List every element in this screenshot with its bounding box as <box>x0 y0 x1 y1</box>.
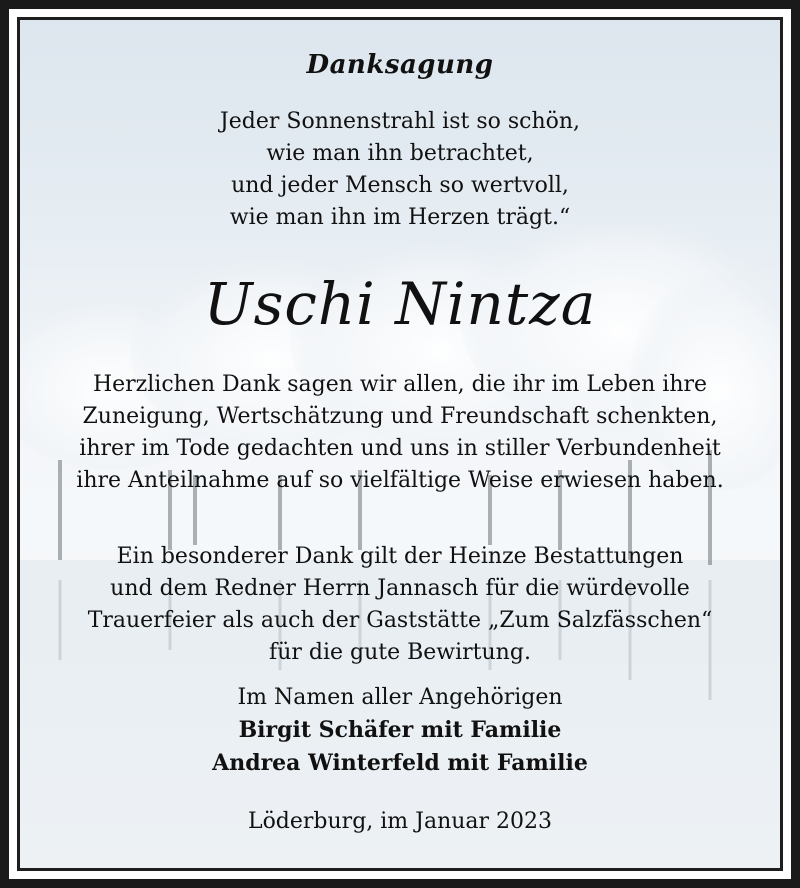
notice-content <box>20 20 780 868</box>
paragraph-line: und dem Redner Herrn Jannasch für die würdevolle <box>110 576 690 601</box>
paragraph-line: Zuneigung, Wertschätzung und Freundschaft schenkten, <box>82 404 718 429</box>
poem-line: und jeder Mensch so wertvoll, <box>231 173 569 198</box>
signature-intro: Im Namen aller Angehörigen <box>237 685 563 710</box>
deceased-name: Uschi Nintza <box>203 270 597 338</box>
poem-line: Jeder Sonnenstrahl ist so schön, <box>219 109 581 134</box>
notice-panel <box>17 17 783 871</box>
paragraph-line: für die gute Bewirtung. <box>269 640 531 665</box>
poem-line: wie man ihn betrachtet, <box>266 141 534 166</box>
special-thanks-paragraph <box>20 541 780 669</box>
paragraph-line: ihre Anteilnahme auf so vielfältige Weise erwiesen haben. <box>76 468 724 493</box>
paragraph-line: Herzlichen Dank sagen wir allen, die ihr im Leben ihre <box>92 372 708 397</box>
paragraph-line: ihrer im Tode gedachten und uns in stiller Verbundenheit <box>79 436 721 461</box>
paragraph-line: Ein besonderer Dank gilt der Heinze Bestattungen <box>116 544 684 569</box>
place-date: Löderburg, im Januar 2023 <box>247 809 553 834</box>
poem <box>20 106 780 234</box>
signature-block <box>20 681 780 780</box>
signature-family: Birgit Schäfer mit Familie <box>238 717 562 743</box>
paragraph-line: Trauerfeier als auch der Gaststätte „Zum Salzfässchen“ <box>87 608 713 633</box>
thanks-paragraph <box>20 369 780 497</box>
signature-family: Andrea Winterfeld mit Familie <box>212 750 588 776</box>
poem-line: wie man ihn im Herzen trägt.“ <box>229 205 571 230</box>
heading: Danksagung <box>306 50 494 80</box>
